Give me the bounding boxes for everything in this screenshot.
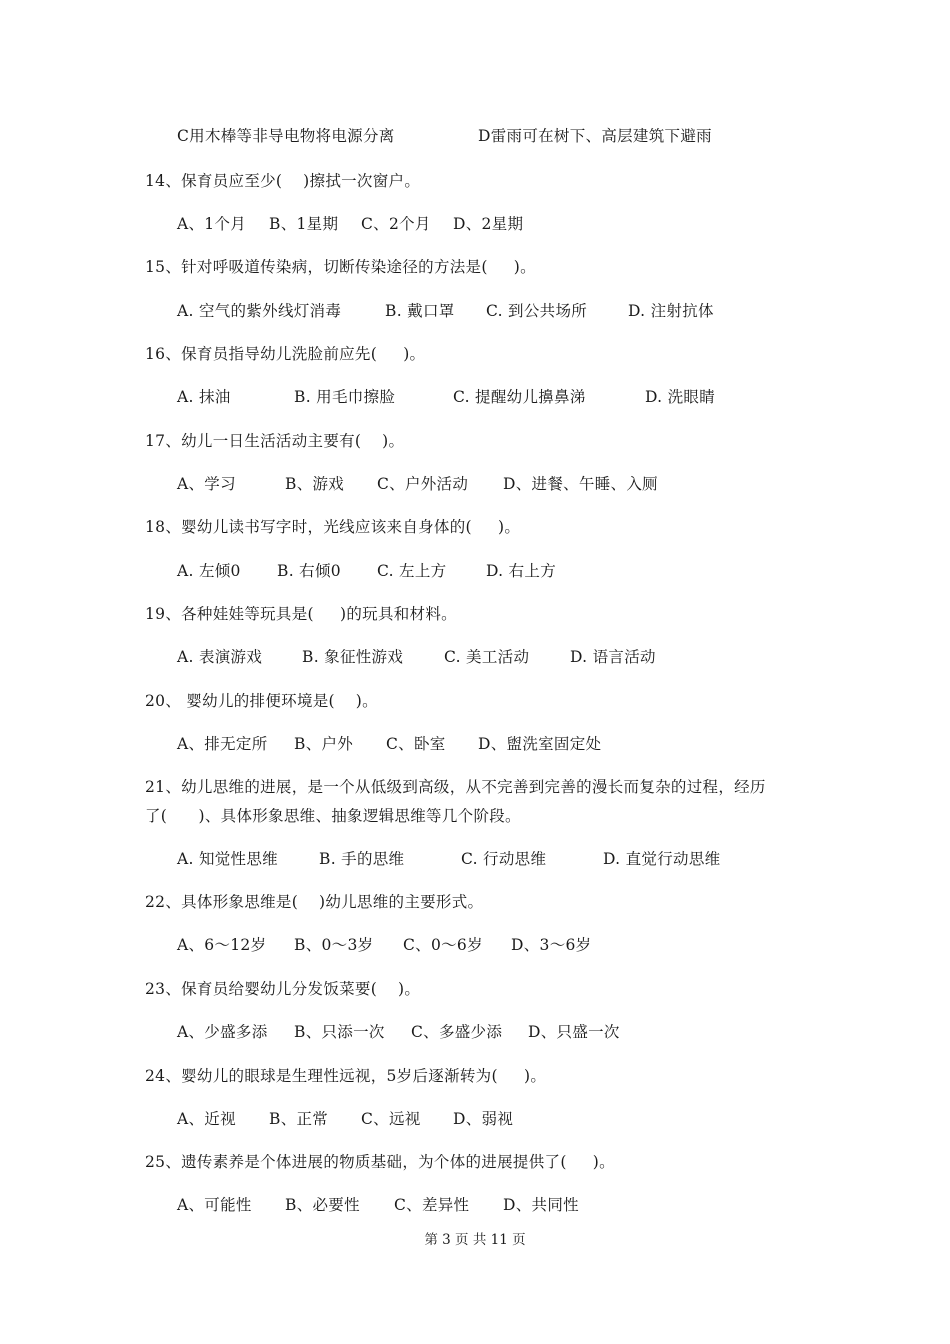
option-15-d: D. 注射抗体 [628, 302, 714, 320]
option-16-a: A. 抹油 [177, 388, 231, 406]
option-21-a: A. 知觉性思维 [177, 850, 278, 868]
option-15-b: B. 戴口罩 [385, 302, 455, 320]
option-15-c: C. 到公共场所 [486, 302, 588, 320]
option-19-a: A. 表演游戏 [177, 648, 263, 666]
option-17-c: C、户外活动 [377, 475, 469, 493]
question-25: 25、遗传素养是个体进展的物质基础，为个体的进展提供了( )。 [145, 1153, 615, 1171]
option-13-c: C用木棒等非导电物将电源分离 [177, 127, 395, 145]
option-22-c: C、0～6岁 [403, 936, 483, 954]
option-13-d: D雷雨可在树下、高层建筑下避雨 [478, 127, 712, 145]
question-16: 16、保育员指导幼儿洗脸前应先( )。 [145, 345, 426, 363]
option-18-c: C. 左上方 [377, 562, 447, 580]
question-15: 15、针对呼吸道传染病，切断传染途径的方法是( )。 [145, 258, 536, 276]
option-21-d: D. 直觉行动思维 [603, 850, 721, 868]
option-14-c: C、2个月 [361, 215, 431, 233]
option-25-d: D、共同性 [503, 1196, 579, 1214]
option-22-d: D、3～6岁 [511, 936, 592, 954]
question-21-line-1: 21、幼儿思维的进展，是一个从低级到高级，从不完善到完善的漫长而复杂的过程，经历 [145, 778, 766, 796]
option-25-a: A、可能性 [177, 1196, 252, 1214]
option-16-b: B. 用毛巾擦脸 [294, 388, 396, 406]
option-14-a: A、1个月 [177, 215, 247, 233]
option-17-d: D、进餐、午睡、入厕 [503, 475, 658, 493]
option-20-b: B、户外 [294, 735, 354, 753]
option-16-d: D. 洗眼睛 [645, 388, 716, 406]
option-15-a: A. 空气的紫外线灯消毒 [177, 302, 342, 320]
option-18-a: A. 左倾0 [177, 562, 241, 580]
question-23: 23、保育员给婴幼儿分发饭菜要( )。 [145, 980, 421, 998]
question-18: 18、婴幼儿读书写字时，光线应该来自身体的( )。 [145, 518, 521, 536]
option-14-b: B、1星期 [269, 215, 339, 233]
option-17-b: B、游戏 [285, 475, 345, 493]
option-18-d: D. 右上方 [486, 562, 557, 580]
option-21-c: C. 行动思维 [461, 850, 547, 868]
option-23-d: D、只盛一次 [528, 1023, 620, 1041]
option-20-a: A、排无定所 [177, 735, 268, 753]
page-footer: 第 3 页 共 11 页 [424, 1232, 526, 1248]
option-19-b: B. 象征性游戏 [302, 648, 404, 666]
option-19-c: C. 美工活动 [444, 648, 530, 666]
option-20-c: C、卧室 [386, 735, 446, 753]
option-24-a: A、近视 [177, 1110, 236, 1128]
option-18-b: B. 右倾0 [277, 562, 341, 580]
question-22: 22、具体形象思维是( )幼儿思维的主要形式。 [145, 893, 484, 911]
option-16-c: C. 提醒幼儿擤鼻涕 [453, 388, 586, 406]
option-23-b: B、只添一次 [294, 1023, 385, 1041]
option-24-b: B、正常 [269, 1110, 329, 1128]
question-14: 14、保育员应至少( )擦拭一次窗户。 [145, 172, 421, 190]
option-20-d: D、盥洗室固定处 [478, 735, 602, 753]
option-24-d: D、弱视 [453, 1110, 514, 1128]
option-24-c: C、远视 [361, 1110, 421, 1128]
question-17: 17、幼儿一日生活活动主要有( )。 [145, 432, 405, 450]
question-19: 19、各种娃娃等玩具是( )的玩具和材料。 [145, 605, 457, 623]
option-25-b: B、必要性 [285, 1196, 360, 1214]
option-23-a: A、少盛多添 [177, 1023, 268, 1041]
question-24: 24、婴幼儿的眼球是生理性远视，5岁后逐渐转为( )。 [145, 1067, 547, 1085]
option-23-c: C、多盛少添 [411, 1023, 503, 1041]
question-21-line-2: 了( )、具体形象思维、抽象逻辑思维等几个阶段。 [145, 807, 521, 825]
option-21-b: B. 手的思维 [319, 850, 405, 868]
option-14-d: D、2星期 [453, 215, 524, 233]
option-25-c: C、差异性 [394, 1196, 470, 1214]
option-19-d: D. 语言活动 [570, 648, 656, 666]
question-20: 20、 婴幼儿的排便环境是( )。 [145, 692, 378, 710]
option-22-b: B、0～3岁 [294, 936, 374, 954]
option-17-a: A、学习 [177, 475, 236, 493]
option-22-a: A、6～12岁 [177, 936, 267, 954]
